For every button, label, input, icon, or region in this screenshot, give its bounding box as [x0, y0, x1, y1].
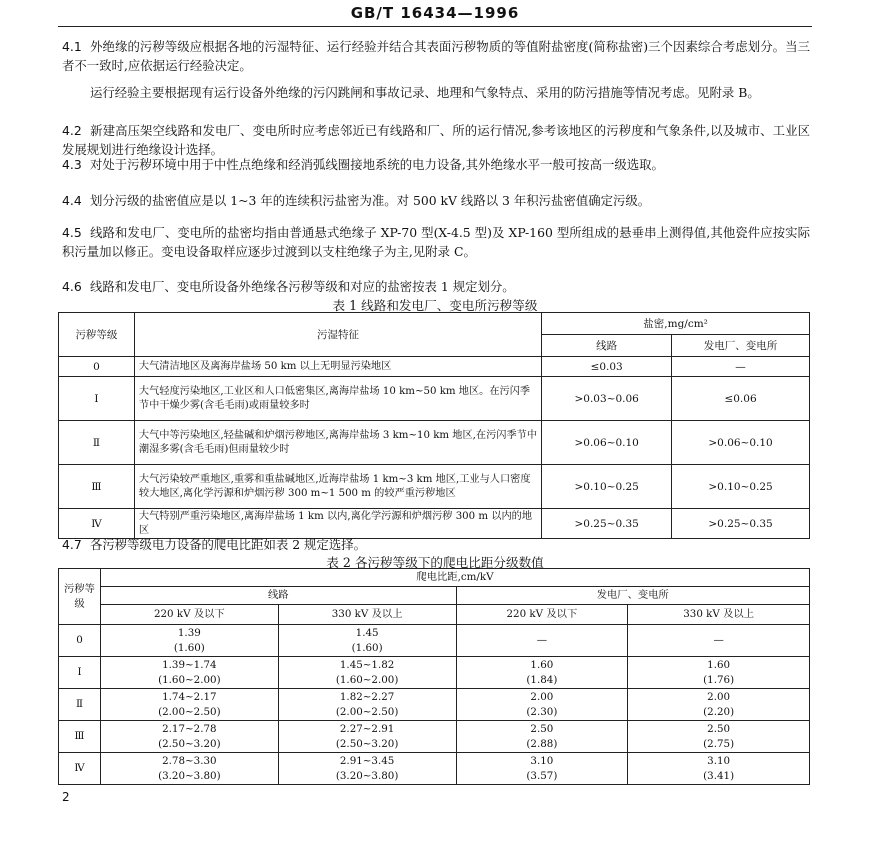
- value: 2.91~3.45: [339, 754, 395, 767]
- value-cell: [100, 753, 278, 785]
- clause-number: 4.5: [62, 225, 82, 240]
- value: 2.50: [707, 722, 731, 735]
- value: —: [713, 634, 724, 646]
- level-cell: 0: [59, 357, 135, 377]
- feature-cell: 大气轻度污染地区,工业区和人口低密集区,离海岸盐场 10 km~50 km 地区。在污闪季节中干燥少雾(含毛毛雨)或雨量较多时: [134, 377, 541, 421]
- feature-cell: 大气特别严重污染地区,离海岸盐场 1 km 以内,离化学污源和炉烟污秽 300 m 以内的地区: [134, 509, 541, 539]
- value-alt: (2.75): [703, 737, 735, 750]
- value-cell: [456, 753, 628, 785]
- value: 2.27~2.91: [339, 722, 395, 735]
- value-alt: (1.60): [351, 641, 383, 654]
- plant-density-cell: >0.25~0.35: [672, 509, 810, 539]
- table-row: [59, 721, 810, 753]
- header-pollution-level: 污秽等级: [59, 313, 135, 357]
- header-plant: 发电厂、变电所: [456, 587, 809, 605]
- clause-number: 4.6: [62, 279, 82, 294]
- value-alt: (2.00~2.50): [335, 705, 399, 718]
- paragraph-4-6: [62, 278, 810, 297]
- table2-caption: 表 2 各污秽等级下的爬电比距分级数值: [326, 555, 544, 570]
- value-alt: (2.00~2.50): [158, 705, 221, 718]
- header-line-330kv: 330 kV 及以上: [278, 605, 456, 625]
- level-cell: Ⅱ: [59, 689, 101, 721]
- header-pollution-level: 污秽等级: [59, 569, 101, 625]
- value-cell: [278, 625, 456, 657]
- clause-number: 4.7: [62, 537, 82, 552]
- level-cell: Ⅳ: [59, 753, 101, 785]
- value-alt: (1.60~2.00): [158, 673, 221, 686]
- clause-text: 新建高压架空线路和发电厂、变电所时应考虑邻近已有线路和厂、所的运行情况,参考该地区的污秽度和气象条件,以及城市、工业区发展规划进行绝缘设计选择。: [62, 123, 810, 157]
- clause-text: 线路和发电厂、变电所的盐密均指由普通悬式绝缘子 XP-70 型(X-4.5 型)及 XP-160 型所组成的悬垂串上测得值,其他瓷件应按实际积污量加以修正。变电设备取样应逐步过渡到以支柱绝缘子为主,见附录 C。: [62, 225, 810, 259]
- standard-header: GB/T 16434—1996: [350, 4, 520, 22]
- table-row: [59, 357, 810, 377]
- clause-number: 4.2: [62, 123, 82, 138]
- value-alt: (2.30): [526, 705, 558, 718]
- table-row: [59, 657, 810, 689]
- feature-cell: 大气清洁地区及离海岸盐场 50 km 以上无明显污染地区: [134, 357, 541, 377]
- paragraph-4-2: [62, 122, 810, 159]
- table-row: [59, 465, 810, 509]
- value: 1.39~1.74: [162, 658, 217, 671]
- line-density-cell: ≤0.03: [542, 357, 672, 377]
- value: 1.45: [355, 626, 379, 639]
- plant-density-cell: >0.06~0.10: [672, 421, 810, 465]
- header-line: 线路: [100, 587, 456, 605]
- header-plant-330kv: 330 kV 及以上: [628, 605, 810, 625]
- value: 1.60: [530, 658, 554, 671]
- value-cell: [278, 689, 456, 721]
- header-pollution-feature: 污湿特征: [134, 313, 541, 357]
- value: 1.60: [707, 658, 731, 671]
- value-alt: (2.50~3.20): [158, 737, 221, 750]
- value-alt: (3.20~3.80): [158, 769, 221, 782]
- value-cell: [456, 657, 628, 689]
- paragraph-4-5: [62, 224, 810, 261]
- value-cell: [278, 753, 456, 785]
- line-density-cell: >0.06~0.10: [542, 421, 672, 465]
- value-cell: [100, 625, 278, 657]
- paragraph-4-1-note: [62, 84, 810, 103]
- paragraph-4-1: [62, 38, 810, 75]
- value-alt: (3.20~3.80): [335, 769, 399, 782]
- header-creepage: 爬电比距,cm/kV: [100, 569, 809, 587]
- value-cell: [628, 689, 810, 721]
- table-row: [59, 377, 810, 421]
- clause-text: 外绝缘的污秽等级应根据各地的污湿特征、运行经验并结合其表面污秽物质的等值附盐密度(简称盐密)三个因素综合考虑划分。当三者不一致时,应依据运行经验决定。: [62, 39, 810, 73]
- header-plant-220kv: 220 kV 及以下: [456, 605, 628, 625]
- pollution-level-table: [58, 312, 810, 539]
- clause-text: 划分污级的盐密值应是以 1~3 年的连续积污盐密为准。对 500 kV 线路以 3 年积污盐密值确定污级。: [90, 193, 651, 208]
- clause-text: 运行经验主要根据现有运行设备外绝缘的污闪跳闸和事故记录、地理和气象特点、采用的防污措施等情况考虑。见附录 B。: [90, 85, 760, 100]
- value: 3.10: [707, 754, 731, 767]
- header-line: 线路: [542, 335, 672, 357]
- line-density-cell: >0.10~0.25: [542, 465, 672, 509]
- plant-density-cell: >0.10~0.25: [672, 465, 810, 509]
- value-cell: [456, 625, 628, 657]
- clause-text: 各污秽等级电力设备的爬电比距如表 2 规定选择。: [90, 537, 366, 552]
- value-alt: (1.60~2.00): [335, 673, 399, 686]
- value-cell: [278, 721, 456, 753]
- paragraph-4-3: [62, 156, 810, 175]
- level-cell: Ⅲ: [59, 465, 135, 509]
- plant-density-cell: ≤0.06: [672, 377, 810, 421]
- value: 1.82~2.27: [339, 690, 395, 703]
- value-alt: (1.84): [526, 673, 558, 686]
- header-salt-density: 盐密,mg/cm²: [542, 313, 810, 335]
- table-row: [59, 421, 810, 465]
- level-cell: 0: [59, 625, 101, 657]
- header-line-220kv: 220 kV 及以下: [100, 605, 278, 625]
- value-alt: (3.57): [526, 769, 558, 782]
- value: 2.17~2.78: [162, 722, 217, 735]
- line-density-cell: >0.03~0.06: [542, 377, 672, 421]
- value-alt: (1.76): [703, 673, 735, 686]
- table-row: [59, 753, 810, 785]
- value-alt: (2.20): [703, 705, 735, 718]
- value: 2.00: [707, 690, 731, 703]
- table-row: [59, 509, 810, 539]
- header-plant: 发电厂、变电所: [672, 335, 810, 357]
- clause-text: 对处于污秽环境中用于中性点绝缘和经消弧线圈接地系统的电力设备,其外绝缘水平一般可按高一级选取。: [90, 157, 664, 172]
- value-alt: (1.60): [173, 641, 205, 654]
- header-rule: [58, 26, 812, 27]
- clause-text: 线路和发电厂、变电所设备外绝缘各污秽等级和对应的盐密按表 1 规定划分。: [90, 279, 515, 294]
- value-cell: [456, 721, 628, 753]
- value: —: [536, 634, 548, 646]
- value: 1.74~2.17: [162, 690, 217, 703]
- level-cell: Ⅰ: [59, 377, 135, 421]
- feature-cell: 大气污染较严重地区,重雾和重盐碱地区,近海岸盐场 1 km~3 km 地区,工业与人口密度较大地区,离化学污源和炉烟污秽 300 m~1 500 m 的较严重污秽地区: [134, 465, 541, 509]
- value-cell: [278, 657, 456, 689]
- clause-number: 4.4: [62, 193, 82, 208]
- table-row: [59, 689, 810, 721]
- feature-cell: 大气中等污染地区,轻盐碱和炉烟污秽地区,离海岸盐场 3 km~10 km 地区,在污闪季节中潮湿多雾(含毛毛雨)但雨量较少时: [134, 421, 541, 465]
- value: 2.78~3.30: [162, 754, 217, 767]
- page-number: 2: [62, 790, 70, 804]
- paragraph-4-4: [62, 192, 810, 211]
- value: 2.50: [530, 722, 554, 735]
- value-cell: [100, 689, 278, 721]
- value: 3.10: [530, 754, 554, 767]
- level-cell: Ⅲ: [59, 721, 101, 753]
- value-cell: [628, 657, 810, 689]
- clause-number: 4.1: [62, 39, 82, 54]
- value-alt: (3.41): [703, 769, 735, 782]
- value-alt: (2.50~3.20): [335, 737, 399, 750]
- value-cell: [628, 721, 810, 753]
- clause-number: 4.3: [62, 157, 82, 172]
- value-cell: [628, 625, 810, 657]
- value: 1.45~1.82: [339, 658, 395, 671]
- line-density-cell: >0.25~0.35: [542, 509, 672, 539]
- level-cell: Ⅳ: [59, 509, 135, 539]
- value-cell: [456, 689, 628, 721]
- value-cell: [628, 753, 810, 785]
- creepage-distance-table: [58, 568, 810, 785]
- plant-density-cell: —: [672, 357, 810, 377]
- value: 1.39: [177, 626, 201, 639]
- level-cell: Ⅱ: [59, 421, 135, 465]
- value-cell: [100, 721, 278, 753]
- value-cell: [100, 657, 278, 689]
- level-cell: Ⅰ: [59, 657, 101, 689]
- table1-caption: 表 1 线路和发电厂、变电所污秽等级: [332, 298, 538, 313]
- table-row: [59, 625, 810, 657]
- value-alt: (2.88): [526, 737, 558, 750]
- value: 2.00: [530, 690, 554, 703]
